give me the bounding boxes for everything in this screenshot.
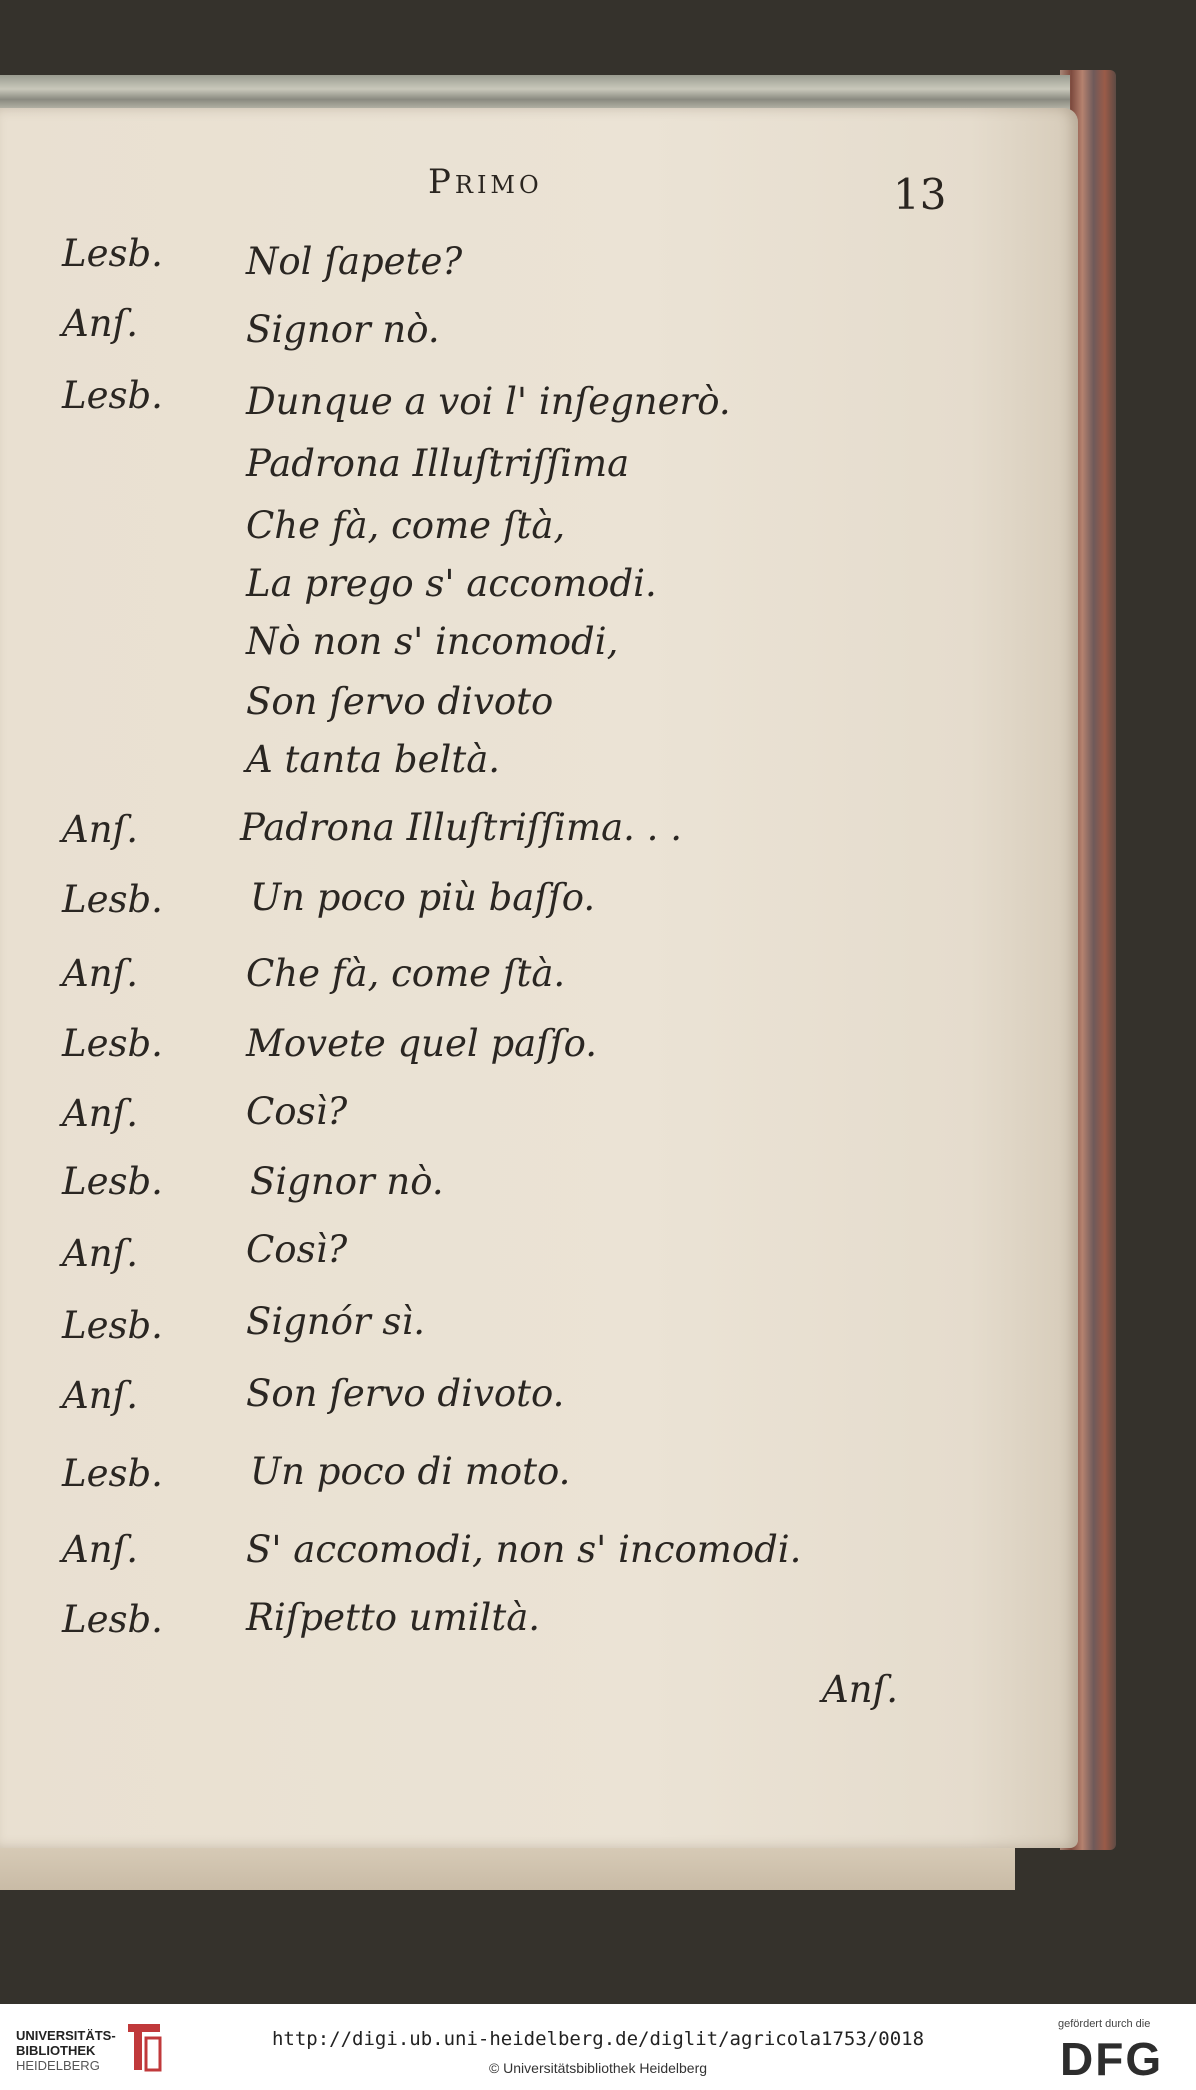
page-bottom-edge (0, 1842, 1015, 1890)
dialogue-line: Padrona Illuſtriſſima. . . (240, 806, 682, 849)
footer-bar (0, 2004, 1196, 2090)
dialogue-line: La prego s' accomodi. (246, 562, 657, 605)
permalink-url[interactable]: http://digi.ub.uni-heidelberg.de/diglit/agricola1753/0018 (271, 2028, 925, 2050)
dialogue-line: Riſpetto umiltà. (246, 1596, 541, 1639)
dialogue-line: Così? (246, 1228, 348, 1271)
page-number: 13 (893, 170, 947, 219)
dfg-logo[interactable]: DFG (1060, 2033, 1164, 2085)
funder-caption: gefördert durch die (1058, 2018, 1151, 2030)
library-name-line3: HEIDELBERG (16, 2058, 100, 2073)
dialogue-line: Padrona Illuſtriſſima (246, 442, 630, 485)
speaker-label: Anſ. (62, 952, 139, 995)
dialogue-line: Signór sì. (246, 1300, 426, 1343)
catchword: Anſ. (822, 1668, 899, 1711)
speaker-label: Anſ. (62, 1528, 139, 1571)
speaker-label: Lesb. (62, 1160, 163, 1203)
speaker-label: Lesb. (62, 232, 163, 275)
dialogue-line: S' accomodi, non s' incomodi. (246, 1528, 802, 1571)
running-header: Primo (428, 162, 543, 202)
dialogue-line: A tanta beltà. (246, 738, 501, 781)
dialogue-line: Che fà, come ſtà, (246, 504, 566, 547)
dialogue-line: Movete quel paſſo. (246, 1022, 598, 1065)
dialogue-line: Son ſervo divoto (246, 680, 554, 723)
library-name-line2: BIBLIOTHEK (16, 2043, 96, 2058)
dialogue-line: Un poco di moto. (250, 1450, 571, 1493)
speaker-label: Lesb. (62, 1022, 163, 1065)
speaker-label: Lesb. (62, 1598, 163, 1641)
dialogue-line: Son ſervo divoto. (246, 1372, 565, 1415)
speaker-label: Lesb. (62, 878, 163, 921)
speaker-label: Lesb. (62, 1304, 163, 1347)
dialogue-line: Che fà, come ſtà. (246, 952, 566, 995)
speaker-label: Anſ. (62, 1232, 139, 1275)
dialogue-line: Dunque a voi l' inſegnerò. (246, 380, 731, 423)
copyright-notice: © Universitätsbibliothek Heidelberg (488, 2060, 708, 2076)
library-name-line1: UNIVERSITÄTS- (16, 2028, 116, 2043)
dialogue-line: Nò non s' incomodi, (246, 620, 619, 663)
speaker-label: Lesb. (62, 374, 163, 417)
dialogue-line: Così? (246, 1090, 348, 1133)
page-stack-edge (0, 75, 1070, 110)
speaker-label: Lesb. (62, 1452, 163, 1495)
dialogue-line: Signor nò. (246, 308, 440, 351)
speaker-label: Anſ. (62, 808, 139, 851)
speaker-label: Anſ. (62, 1374, 139, 1417)
dialogue-line: Nol ſapete? (246, 240, 463, 283)
dialogue-line: Signor nò. (250, 1160, 444, 1203)
speaker-label: Anſ. (62, 302, 139, 345)
speaker-label: Anſ. (62, 1092, 139, 1135)
dialogue-line: Un poco più baſſo. (250, 876, 596, 919)
